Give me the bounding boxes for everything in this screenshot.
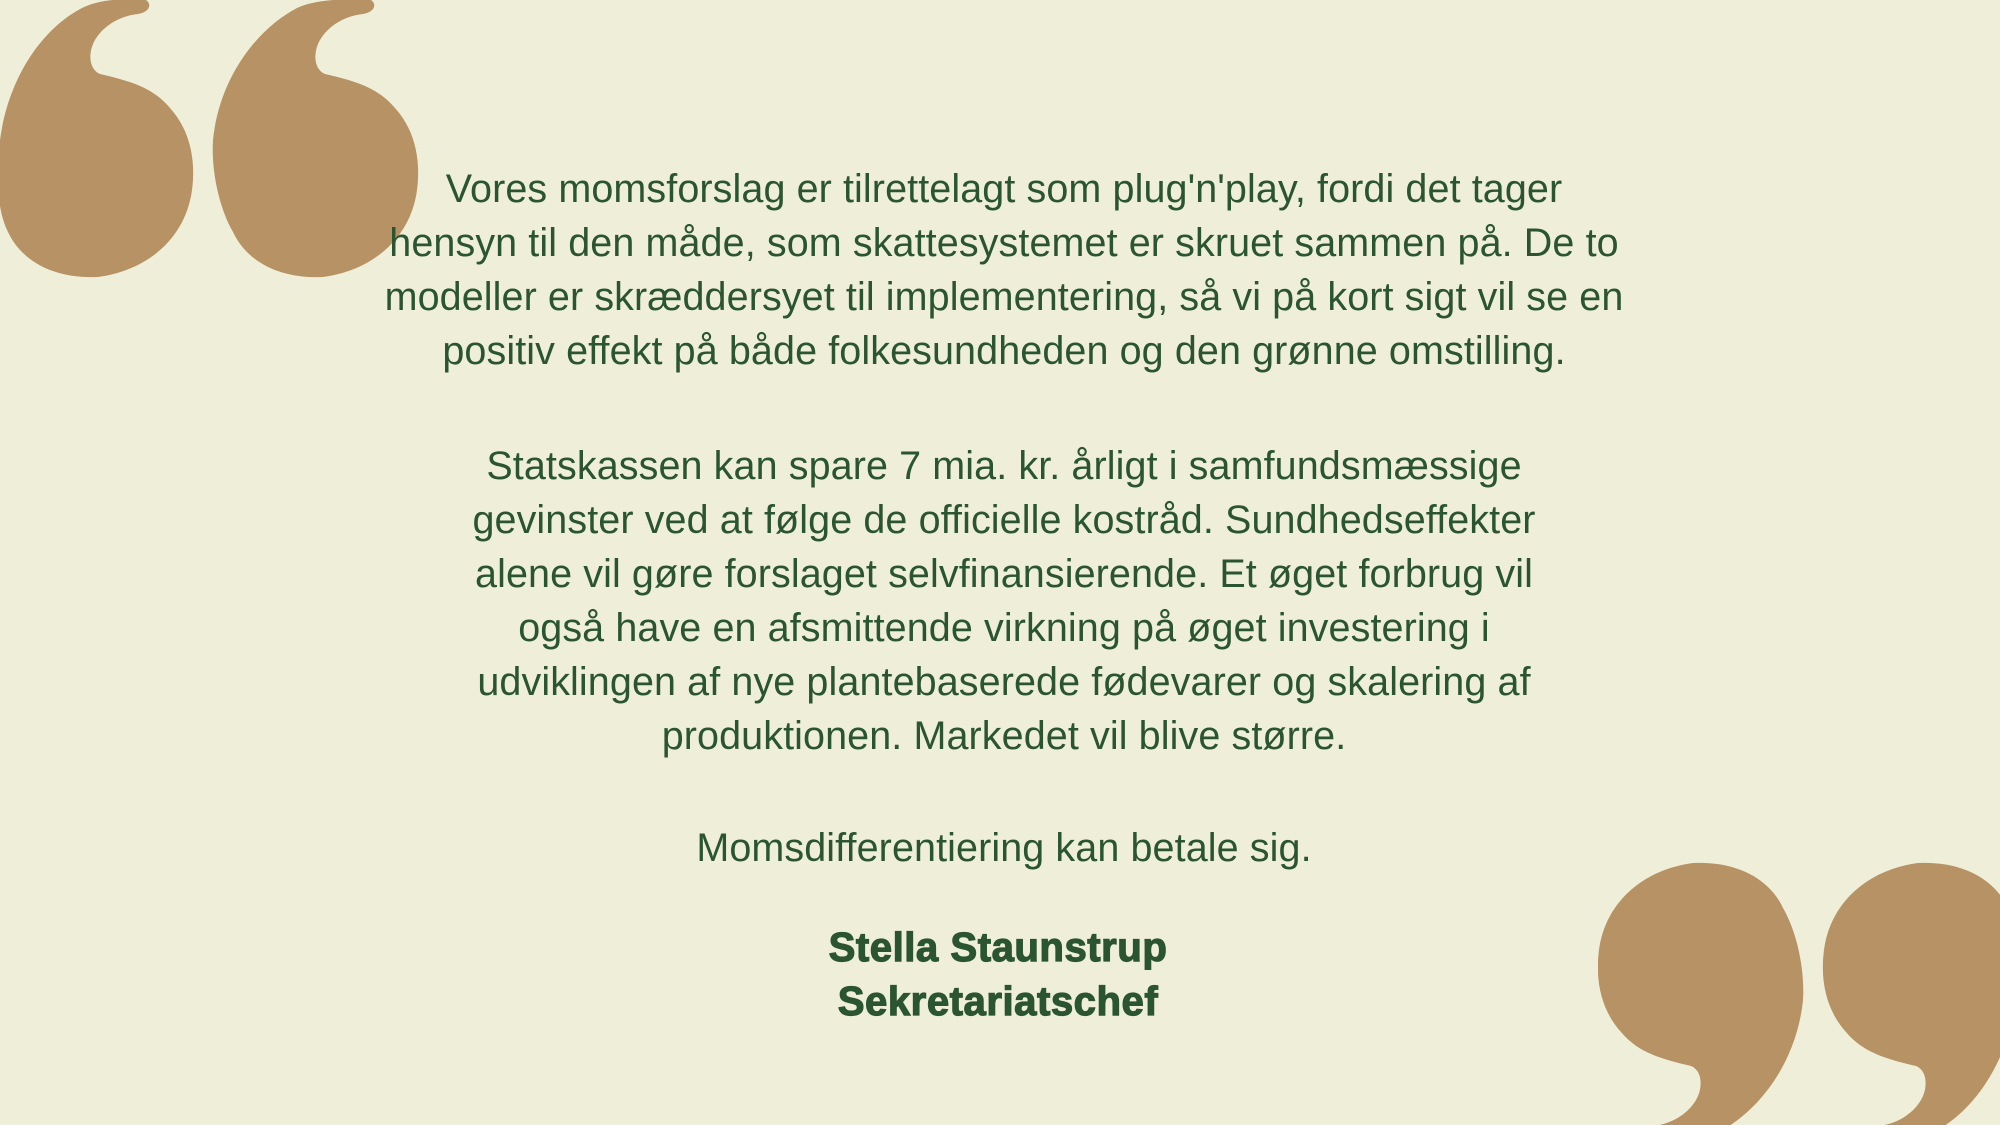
attribution xyxy=(0,920,1996,1028)
author-title: Sekretariatschef xyxy=(837,978,1159,1024)
quote-line: Momsdifferentiering kan betale sig. xyxy=(696,826,1312,870)
quote-paragraph-2 xyxy=(0,439,2000,763)
quote-line: positiv effekt på både folkesundheden og den grønne omstilling. xyxy=(442,329,1566,373)
quote-line: udviklingen af nye plantebaserede fødevarer og skalering af xyxy=(477,660,1531,704)
quote-line: produktionen. Markedet vil blive større. xyxy=(661,714,1347,758)
quote-line: alene vil gøre forslaget selvfinansierende. Et øget forbrug vil xyxy=(475,552,1533,596)
quote-paragraph-1 xyxy=(0,162,2000,378)
quote-line: Vores momsforslag er tilrettelagt som plug'n'play, fordi det tager xyxy=(445,167,1563,211)
quote-line: modeller er skræddersyet til implementering, så vi på kort sigt vil se en xyxy=(384,275,1624,319)
quote-conclusion xyxy=(0,821,2000,875)
quote-line: gevinster ved at følge de officielle kostråd. Sundhedseffekter xyxy=(472,498,1536,542)
quote-line: også have en afsmittende virkning på øget investering i xyxy=(518,606,1490,650)
quote-line: Statskassen kan spare 7 mia. kr. årligt i samfundsmæssige xyxy=(486,444,1522,488)
quote-line: hensyn til den måde, som skattesystemet er skruet sammen på. De to xyxy=(389,221,1619,265)
author-name: Stella Staunstrup xyxy=(828,924,1168,970)
